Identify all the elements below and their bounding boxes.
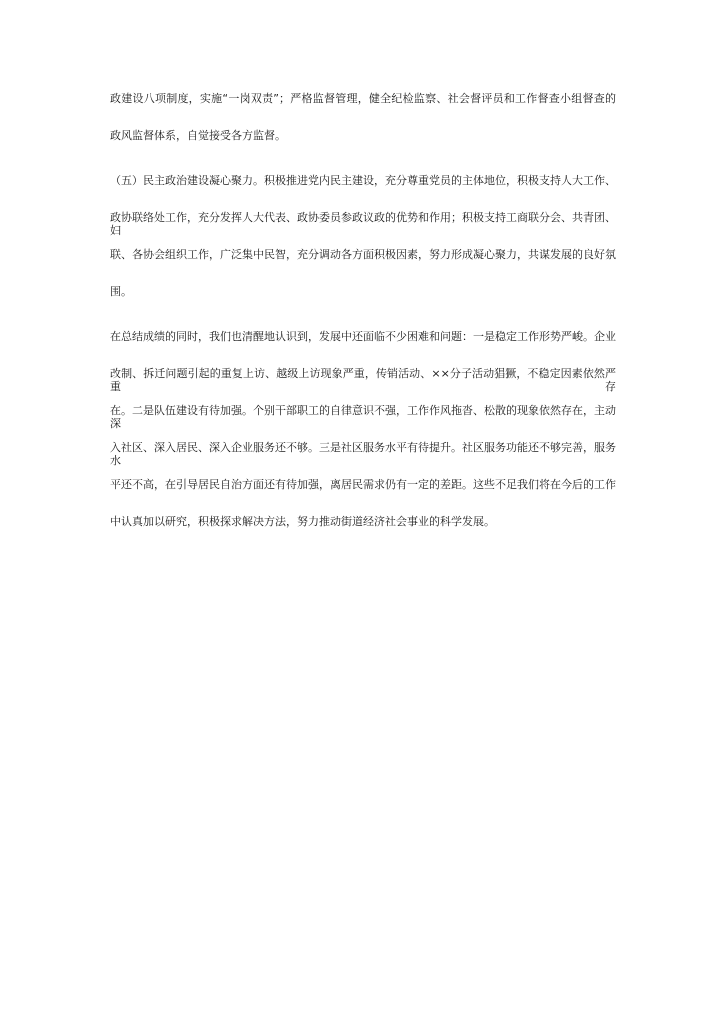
paragraph-1 bbox=[110, 92, 616, 142]
paragraph-2 bbox=[110, 174, 616, 298]
paragraph-3 bbox=[110, 330, 616, 528]
paragraph-line: 入社区、深入居民、深入企业服务还不够。三是社区服务水平有待提升。社区服务功能还不够完善，服务水 bbox=[110, 441, 616, 467]
paragraph-line: 联、各协会组织工作，广泛集中民智，充分调动各方面积极因素，努力形成凝心聚力，共谋发展的良好氛 bbox=[110, 248, 616, 261]
paragraph-line: 政协联络处工作，充分发挥人大代表、政协委员参政议政的优势和作用；积极支持工商联分会、共青团、妇 bbox=[110, 211, 616, 237]
paragraph-line: （五）民主政治建设凝心聚力。积极推进党内民主建设，充分尊重党员的主体地位，积极支持人大工作、 bbox=[110, 174, 616, 187]
paragraph-line: 平还不高，在引导居民自治方面还有待加强，离居民需求仍有一定的差距。这些不足我们将在今后的工作 bbox=[110, 478, 616, 491]
paragraph-line: 政风监督体系，自觉接受各方监督。 bbox=[110, 129, 286, 142]
paragraph-line: 政建设八项制度，实施“一岗双责”；严格监督管理，健全纪检监察、社会督评员和工作督查小组督查的 bbox=[110, 92, 616, 105]
paragraph-line: 改制、拆迁问题引起的重复上访、越级上访现象严重，传销活动、××分子活动猖獗，不稳定因素依然严重存 bbox=[110, 367, 616, 393]
document-body bbox=[110, 92, 616, 528]
paragraph-line: 中认真加以研究，积极探求解决方法，努力推动街道经济社会事业的科学发展。 bbox=[110, 515, 495, 528]
paragraph-line: 在。二是队伍建设有待加强。个别干部职工的自律意识不强，工作作风拖沓、松散的现象依然存在，主动深 bbox=[110, 404, 616, 430]
paragraph-line: 围。 bbox=[110, 285, 132, 298]
paragraph-line: 在总结成绩的同时，我们也清醒地认识到，发展中还面临不少困难和问题：一是稳定工作形势严峻。企业 bbox=[110, 330, 616, 343]
